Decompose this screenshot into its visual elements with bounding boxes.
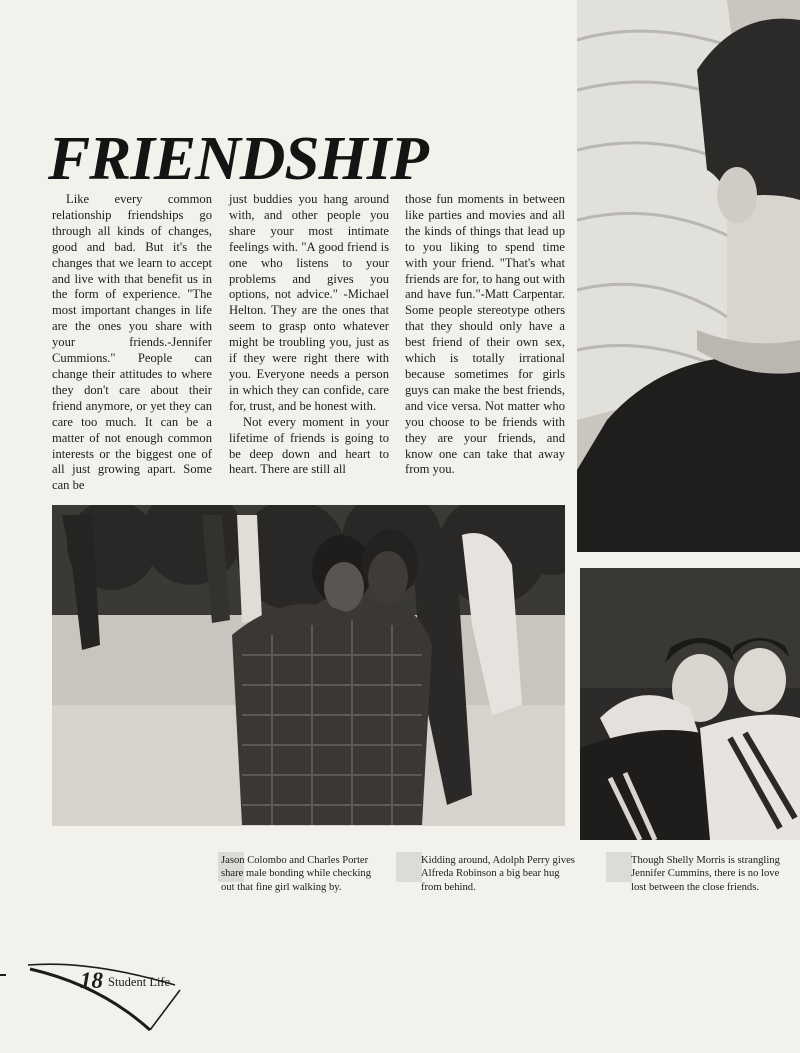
photo-top-right <box>577 0 800 552</box>
page-number: 18 <box>80 968 103 993</box>
folio-swoosh-graphic <box>0 955 190 1035</box>
caption-marker <box>606 852 632 882</box>
photo-bottom-right <box>580 568 800 840</box>
article-column-1 <box>52 192 212 494</box>
caption-marker <box>396 852 422 882</box>
caption-middle: Kidding around, Adolph Perry gives Alfreda Robinson a big bear hug from behind. <box>421 855 575 893</box>
article-column-3 <box>405 192 565 478</box>
photo-bear-hug <box>52 505 565 826</box>
section-label: Student Life <box>108 975 171 989</box>
article-col1-text: Like every common relationship friendships go through all kinds of changes, good and bad. But it's the changes that we learn to accept and live with that benefit us in the form of experience. "The most important changes in life are the ones you share with your friends.-Jennifer Cummions." People can change their attitudes to where they don't care about their friend anymore, or yet they can care too much. It can be a matter of not enough common interests or the biggest one of all just growing apart. Some can be <box>52 192 212 493</box>
article-col2-paragraph: just buddies you hang around with, and other people you share your most intimate feelings with. "A good friend is one who listens to your problems and gives you options, not advice." -Michael Helton. They are the ones that seem to grasp onto whatever might be troubling you, just as if they were right there with you. Everyone needs a person in which they can confide, care for, trust, and be honest with. <box>229 192 389 413</box>
caption-right: Though Shelly Morris is strangling Jennifer Cummins, there is no love lost between the close friends. <box>631 855 780 893</box>
article-column-2 <box>229 192 389 478</box>
article-col3-text: those fun moments in between like parties and movies and all the kinds of things that lead up to you liking to spend time with your friend. "That's what friends are for, to hang out with and have fun."-Matt Carpentar. Some people stereotype others that they should only have a best friend of their own sex, which is totally irrational because sometimes for girls guys can make the best friends, and vice versa. Not matter who you choose to be friends with they are your friends, and know one can take that away from you. <box>405 192 565 477</box>
article-col2-paragraph: Not every moment in your lifetime of friends is going to be deep down and heart to heart. There are still all <box>229 414 389 477</box>
caption-left: Jason Colombo and Charles Porter share male bonding while checking out that fine girl walking by. <box>221 855 372 893</box>
headline: FRIENDSHIP <box>48 125 428 193</box>
